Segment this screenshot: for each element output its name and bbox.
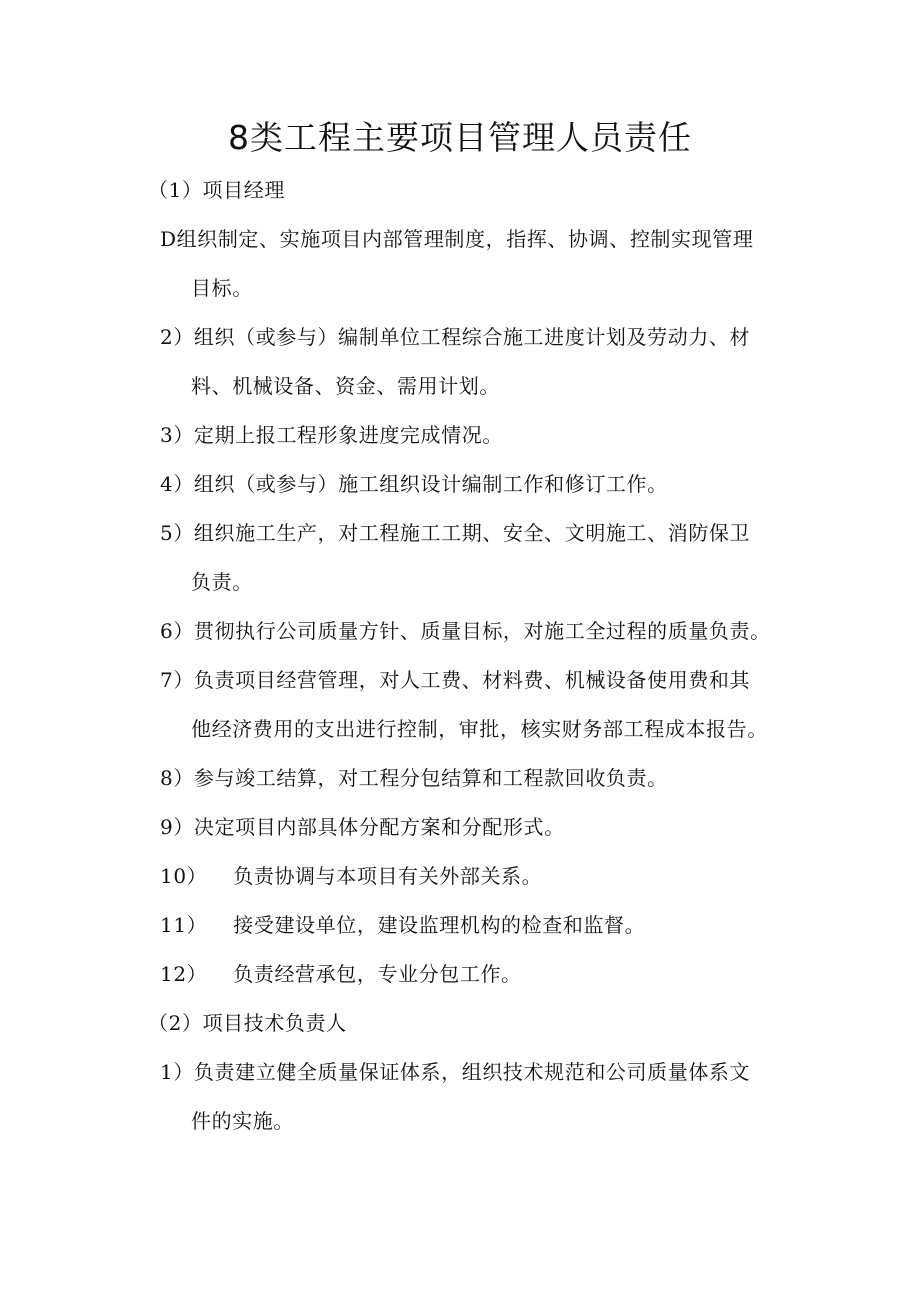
list-item-line bbox=[160, 960, 522, 988]
list-item-line bbox=[160, 911, 645, 939]
list-item-line: 5）组织施工生产，对工程施工工期、安全、文明施工、消防保卫 bbox=[160, 521, 751, 545]
list-item-text: 负责经营承包，专业分包工作。 bbox=[233, 962, 522, 986]
list-item-line: 他经济费用的支出进行控制，审批，核实财务部工程成本报告。 bbox=[191, 717, 768, 741]
list-item-line: 9）决定项目内部具体分配方案和分配形式。 bbox=[160, 815, 565, 839]
list-item-line: 目标。 bbox=[191, 276, 253, 300]
list-item-line: 6）贯彻执行公司质量方针、质量目标，对施工全过程的质量负责。 bbox=[160, 619, 771, 643]
list-item-line: 8）参与竣工结算，对工程分包结算和工程款回收负责。 bbox=[160, 766, 668, 790]
list-item-line: 1）负责建立健全质量保证体系，组织技术规范和公司质量体系文 bbox=[160, 1060, 751, 1084]
list-item-line: D组织制定、实施项目内部管理制度，指挥、协调、控制实现管理 bbox=[160, 227, 754, 251]
list-item-line: 件的实施。 bbox=[191, 1109, 294, 1133]
list-item-text: 负责协调与本项目有关外部关系。 bbox=[233, 864, 543, 888]
list-item-number: 11） bbox=[160, 913, 208, 937]
section-heading: （1）项目经理 bbox=[148, 178, 285, 202]
list-item-line: 负责。 bbox=[191, 570, 253, 594]
list-item-line: 4）组织（或参与）施工组织设计编制工作和修订工作。 bbox=[160, 472, 668, 496]
list-item-line: 3）定期上报工程形象进度完成情况。 bbox=[160, 423, 503, 447]
list-item-line: 2）组织（或参与）编制单位工程综合施工进度计划及劳动力、材 bbox=[160, 325, 751, 349]
list-item-line: 料、机械设备、资金、需用计划。 bbox=[191, 374, 500, 398]
list-item-text: 接受建设单位，建设监理机构的检查和监督。 bbox=[233, 913, 646, 937]
page-title: 8类工程主要项目管理人员责任 bbox=[228, 118, 692, 157]
section-heading: （2）项目技术负责人 bbox=[148, 1011, 347, 1035]
list-item-line bbox=[160, 862, 542, 890]
list-item-number: 12） bbox=[160, 962, 208, 986]
list-item-number: 10） bbox=[160, 864, 208, 888]
list-item-line: 7）负责项目经营管理，对人工费、材料费、机械设备使用费和其 bbox=[160, 668, 751, 692]
